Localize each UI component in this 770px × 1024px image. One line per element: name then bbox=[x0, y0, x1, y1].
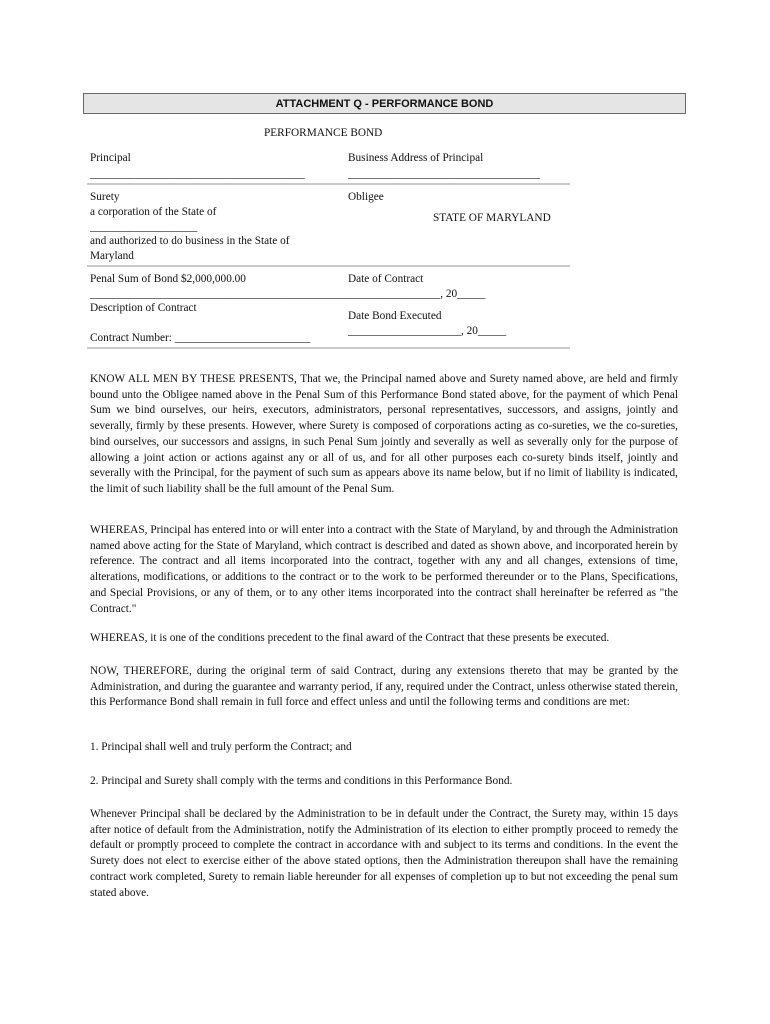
surety-label: Surety bbox=[90, 191, 120, 203]
paragraph-whereas-conditions: WHEREAS, it is one of the conditions precedent to the final award of the Contract that these presents be executed. bbox=[90, 632, 610, 644]
condition-2: 2. Principal and Surety shall comply with the terms and conditions in this Performance Bond. bbox=[90, 775, 513, 787]
paragraph-default-remedy: Whenever Principal shall be declared by the Administration to be in default under the Contract, the Surety may, within 15 days after notice of default from the Administration, notify the Administration of its election to either promptly proceed to remedy the default or promptly proceed to complete the contract in accordance with and subject to its terms and conditions. In the event the Surety does not elect to exercise either of the above stated options, then the Administration thereupon shall have the remaining contract work completed, Surety to remain liable hereunder for all expenses of completion up to but not exceeding the penal sum stated above. bbox=[90, 808, 678, 899]
contract-number-field[interactable]: Contract Number: ________________________ bbox=[90, 332, 311, 344]
penal-sum-label: Penal Sum of Bond $2,000,000.00 bbox=[90, 273, 246, 285]
date-bond-executed-label: Date Bond Executed bbox=[348, 310, 442, 322]
form-divider bbox=[87, 347, 570, 349]
principal-label: Principal bbox=[90, 152, 131, 164]
principal-blank[interactable]: ______________________________________ bbox=[90, 168, 305, 180]
obligee-value: STATE OF MARYLAND bbox=[433, 212, 551, 224]
attachment-title-bar bbox=[83, 93, 686, 114]
business-address-blank[interactable]: __________________________________ bbox=[348, 168, 541, 180]
surety-authorized-line: and authorized to do business in the State of bbox=[90, 235, 290, 247]
business-address-label: Business Address of Principal bbox=[348, 152, 484, 164]
surety-authorized-state: Maryland bbox=[90, 250, 134, 262]
description-of-contract-label: Description of Contract bbox=[90, 302, 197, 314]
date-of-contract-label: Date of Contract bbox=[348, 273, 424, 285]
surety-corporation-text: a corporation of the State of bbox=[90, 206, 217, 218]
form-divider bbox=[87, 265, 570, 267]
paragraph-whereas-contract: WHEREAS, Principal has entered into or will enter into a contract with the State of Maryland, by and through the Administration named above acting for the State of Maryland, which contract is described and dated as shown above, and incorporated herein by reference. The contract and all items incorporated into the contract, together with any and all changes, extensions of time, alterations, modifications, or additions to the contract or to the work to be performed thereunder or to the Plans, Specifications, and Special Provisions, or any of them, or to any other items incorporated into the contract shall hereinafter be referred as "the Contract." bbox=[90, 524, 678, 615]
date-of-contract-line[interactable]: ______________________________________________________________, 20_____ bbox=[90, 288, 486, 300]
obligee-label: Obligee bbox=[348, 191, 384, 203]
form-divider bbox=[87, 183, 570, 185]
paragraph-know-all-men: KNOW ALL MEN BY THESE PRESENTS, That we, the Principal named above and Surety named above, are held and firmly bound unto the Obligee named above in the Penal Sum of this Performance Bond stated above, for the payment of which Penal Sum we bind ourselves, our heirs, executors, administrators, personal representatives, successors, and assigns, jointly and severally, firmly by these presents. However, where Surety is composed of corporations acting as co-sureties, we the co-sureties, bind ourselves, our successors and assigns, in such Penal Sum jointly and severally as well as severally only for the purpose of allowing a joint action or actions against any or all of us, and for all other purposes each co-surety binds itself, jointly and severally with the Principal, for the payment of such sum as appears above its name below, but if no limit of liability is indicated, the limit of such liability shall be the full amount of the Penal Sum. bbox=[90, 373, 678, 495]
surety-state-blank[interactable]: ___________________ bbox=[90, 221, 198, 233]
date-bond-executed-line[interactable]: ____________________, 20_____ bbox=[348, 325, 507, 337]
attachment-title: ATTACHMENT Q - PERFORMANCE BOND bbox=[275, 98, 494, 110]
paragraph-now-therefore: NOW, THEREFORE, during the original term of said Contract, during any extensions thereto that may be granted by the Administration, and during the guarantee and warranty period, if any, required under the Contract, unless otherwise stated therein, this Performance Bond shall remain in full force and effect unless and until the following terms and conditions are met: bbox=[90, 665, 678, 709]
condition-1: 1. Principal shall well and truly perform the Contract; and bbox=[90, 741, 352, 753]
form-subtitle: PERFORMANCE BOND bbox=[264, 127, 383, 139]
